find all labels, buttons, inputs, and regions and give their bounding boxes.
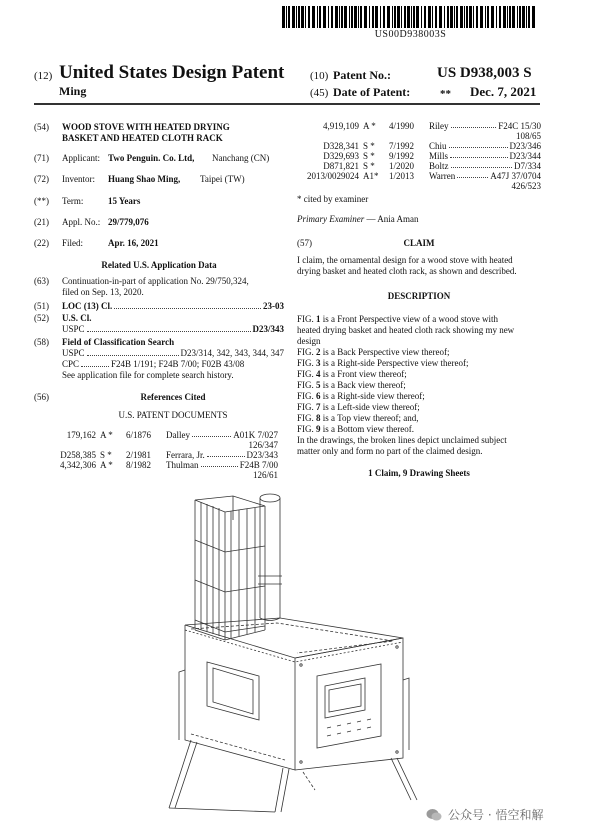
claim-text (297, 255, 541, 277)
right-references-list (297, 121, 541, 191)
leader-dots (192, 430, 231, 437)
field-code: (22) (34, 238, 49, 248)
loc-value: 23-03 (263, 301, 284, 311)
watermark-text: 公众号 · 悟空和解 (448, 808, 544, 822)
barcode-bar (480, 6, 483, 28)
appl-no-value: 29/779,076 (108, 217, 149, 227)
examiner-name: — Ania Aman (366, 214, 419, 224)
barcode-bar (450, 6, 453, 28)
reference-row (297, 151, 541, 161)
reference-kind: A1* (363, 171, 379, 181)
field-code: (52) (34, 313, 49, 323)
barcode-bar (344, 6, 347, 28)
barcode-bar (383, 6, 385, 28)
stove-drawing (155, 490, 425, 815)
reference-name: Dalley (166, 430, 190, 440)
barcode-bar (496, 6, 497, 28)
reference-name-cell (166, 450, 247, 460)
title-line-1: WOOD STOVE WITH HEATED DRYING (62, 122, 230, 132)
barcode-bar (369, 6, 370, 28)
document-title: United States Design Patent (59, 62, 285, 83)
field-code: (58) (34, 337, 49, 347)
barcode-bar (507, 6, 508, 28)
barcode-bar (312, 6, 315, 28)
barcode-bar (428, 6, 431, 28)
reference-row-continuation (34, 470, 278, 480)
leader-dots (450, 151, 507, 158)
field-code: (54) (34, 122, 49, 132)
reference-kind: A * (100, 460, 113, 470)
reference-class: F24B 7/00 (239, 460, 278, 470)
patent-number: US D938,003 S (437, 65, 532, 81)
barcode-bar (407, 6, 410, 28)
figure-number: 2 (316, 347, 321, 357)
reference-class-secondary: 126/61 (252, 470, 278, 480)
barcode-bar (298, 6, 300, 28)
barcode-bar (503, 6, 506, 28)
reference-number: 4,919,109 (323, 121, 359, 131)
patent-no-label: Patent No.: (333, 68, 391, 82)
loc-label: LOC (13) Cl. (62, 301, 113, 311)
barcode-bar (499, 6, 501, 28)
inventor-name: Huang Shao Ming, (108, 174, 181, 184)
barcode-bar (392, 6, 393, 28)
reference-name-cell (429, 141, 510, 151)
barcode-bar (339, 6, 340, 28)
reference-class: A01K 7/027 (233, 430, 278, 440)
barcode-bar (387, 6, 390, 28)
barcode-bar (317, 6, 318, 28)
barcode-bar (394, 6, 396, 28)
figure-number: 4 (316, 369, 321, 379)
reference-number: D258,385 (60, 450, 96, 460)
code-10: (10) (310, 70, 329, 82)
figure-number: 8 (316, 413, 321, 423)
figure-number: 9 (316, 424, 321, 434)
field-code: (63) (34, 276, 49, 286)
reference-name-cell (166, 430, 233, 440)
reference-name-cell (429, 121, 498, 131)
reference-number: 2013/0029024 (306, 171, 359, 181)
barcode-bar (464, 6, 465, 28)
leader-dots (451, 161, 513, 168)
barcode-bar (447, 6, 449, 28)
date-stars: ** (440, 88, 451, 100)
barcode-bar (296, 6, 297, 28)
leader-dots (81, 366, 109, 367)
figure-number: 5 (316, 380, 321, 390)
leader-dots (449, 141, 508, 148)
reference-name: Riley (429, 121, 449, 131)
date-of-patent: Dec. 7, 2021 (470, 84, 537, 99)
term-value: 15 Years (108, 196, 141, 206)
barcode-bar (413, 6, 415, 28)
barcode-bar (354, 6, 357, 28)
barcode-bar (509, 6, 511, 28)
claim-heading: CLAIM (403, 238, 435, 248)
reference-class: D7/334 (514, 161, 541, 171)
barcode-bar (444, 6, 445, 28)
barcode-bar (375, 6, 378, 28)
description-line: FIG. 4 is a Front view thereof; (297, 369, 407, 379)
field-code: (**) (34, 196, 49, 206)
reference-date: 7/1992 (389, 141, 415, 151)
reference-kind: S * (100, 450, 112, 460)
reference-date: 6/1876 (126, 430, 152, 440)
barcode-bar (372, 6, 374, 28)
appl-no-label: Appl. No.: (62, 217, 101, 227)
reference-number: 4,342,306 (60, 460, 96, 470)
inventor-short-name: Ming (59, 84, 87, 98)
left-references-list (34, 430, 278, 480)
reference-name-cell (429, 161, 514, 171)
field-57 (297, 238, 541, 249)
reference-date: 9/1992 (389, 151, 415, 161)
description-line: FIG. 3 is a Right-side Perspective view thereof; (297, 358, 469, 368)
field-71 (34, 153, 284, 164)
barcode-bar (491, 6, 494, 28)
description-line: FIG. 6 is a Right-side view thereof; (297, 391, 425, 401)
reference-date: 2/1981 (126, 450, 152, 460)
reference-kind: A * (363, 121, 376, 131)
reference-class: F24C 15/30 (498, 121, 541, 131)
figure-number: 1 (316, 314, 321, 324)
description-line: heated drying basket and heated cloth rack showing my new (297, 325, 515, 335)
barcode-bar (469, 6, 472, 28)
reference-number: 179,162 (66, 430, 96, 440)
description-line: FIG. 7 is a Left-side view thereof; (297, 402, 420, 412)
us-patent-documents-heading: U.S. PATENT DOCUMENTS (118, 410, 228, 420)
leader-dots (114, 308, 261, 309)
barcode-bar (460, 6, 463, 28)
barcode-bar (517, 6, 518, 28)
leader-dots (451, 121, 497, 128)
barcode-bar (397, 6, 400, 28)
search-cpc-value: F24B 1/191; F24B 7/00; F02B 43/08 (111, 359, 245, 369)
code-45: (45) (310, 87, 329, 99)
figure-number: 3 (316, 358, 321, 368)
claims-and-sheets: 1 Claim, 9 Drawing Sheets (368, 468, 470, 478)
reference-row-continuation (34, 440, 278, 450)
stove-legs (169, 740, 417, 812)
continuation-line-1: Continuation-in-part of application No. 29/750,324, (62, 276, 249, 286)
reference-date: 1/2013 (389, 171, 415, 181)
reference-row (34, 430, 278, 440)
barcode-bar (439, 6, 442, 28)
barcode-bar (401, 6, 402, 28)
barcode-bar (404, 6, 406, 28)
drying-basket (195, 496, 265, 640)
description-line: FIG. 1 is a Front Perspective view of a wood stove with (297, 314, 498, 324)
examiner-label: Primary Examiner (297, 214, 365, 224)
claim-line-1: I claim, the ornamental design for a wood stove with heated (297, 255, 513, 265)
field-22 (34, 238, 284, 249)
barcode-bar (323, 6, 326, 28)
uspc-value: D23/343 (252, 324, 284, 334)
description-line: design (297, 336, 321, 346)
barcode-bar (416, 6, 419, 28)
inventor-label: Inventor: (62, 174, 95, 184)
description-line: FIG. 5 is a Back view thereof; (297, 380, 406, 390)
reference-number: D871,821 (323, 161, 359, 171)
field-21 (34, 217, 284, 228)
reference-number: D328,341 (323, 141, 359, 151)
reference-row-continuation (297, 181, 541, 191)
reference-date: 1/2020 (389, 161, 415, 171)
reference-row (297, 141, 541, 151)
field-58 (34, 337, 284, 380)
cited-by-examiner: * cited by examiner (297, 194, 369, 204)
field-52 (34, 313, 284, 334)
field-term (34, 196, 284, 207)
stove-body (179, 618, 409, 770)
search-cpc-label: CPC (62, 359, 80, 369)
field-63 (34, 276, 284, 297)
references-heading: References Cited (140, 392, 206, 402)
barcode-bar (308, 6, 310, 28)
barcode-bar (473, 6, 474, 28)
barcode-bar (380, 6, 381, 28)
reference-name-cell (429, 151, 510, 161)
barcode-bar (421, 6, 422, 28)
reference-class-secondary: 108/65 (515, 131, 541, 141)
reference-kind: S * (363, 151, 375, 161)
reference-name: Ferrara, Jr. (166, 450, 205, 460)
barcode-bar (335, 6, 338, 28)
field-of-search-label: Field of Classification Search (62, 337, 175, 347)
barcode-bar (487, 6, 489, 28)
barcode-number: US00D938003S (374, 29, 447, 40)
description-line: FIG. 8 is a Top view thereof; and, (297, 413, 419, 423)
barcode-bar (466, 6, 468, 28)
title-line-2: BASKET AND HEATED CLOTH RACK (62, 133, 223, 143)
barcode-bar (286, 6, 287, 28)
search-history-note: See application file for complete search history. (62, 370, 234, 380)
field-code: (51) (34, 301, 49, 311)
search-uspc-value: D23/314, 342, 343, 344, 347 (180, 348, 284, 358)
reference-name: Thulman (166, 460, 199, 470)
figure-number: 7 (316, 402, 321, 412)
reference-name-cell (429, 171, 490, 181)
barcode-bar (454, 6, 455, 28)
barcode-bar (351, 6, 353, 28)
barcode-bar (301, 6, 304, 28)
reference-date: 4/1990 (389, 121, 415, 131)
field-56 (34, 392, 284, 403)
watermark (426, 806, 543, 823)
field-code: (71) (34, 153, 49, 163)
barcode (282, 6, 539, 28)
leader-dots (87, 355, 179, 356)
barcode-bar (288, 6, 290, 28)
applicant-label: Applicant: (62, 153, 100, 163)
applicant-name: Two Penguin. Co. Ltd, (108, 153, 195, 163)
chimney (258, 494, 282, 621)
inventor-place: Taipei (TW) (200, 174, 245, 184)
reference-name: Boltz (429, 161, 449, 171)
reference-class-secondary: 126/347 (248, 440, 278, 450)
barcode-bar (528, 6, 530, 28)
barcode-bar (319, 6, 321, 28)
reference-name: Mills (429, 151, 449, 161)
barcode-bar (435, 6, 437, 28)
primary-examiner (297, 214, 541, 225)
us-cl-label: U.S. Cl. (62, 313, 92, 323)
field-code: (21) (34, 217, 49, 227)
reference-row-continuation (297, 131, 541, 141)
reference-class-secondary: 426/523 (511, 181, 541, 191)
barcode-bar (519, 6, 521, 28)
uspc-label: USPC (62, 324, 85, 334)
reference-number: D329,693 (323, 151, 359, 161)
description-line: FIG. 9 is a Bottom view thereof. (297, 424, 414, 434)
leader-dots (201, 460, 238, 467)
barcode-bar (360, 6, 362, 28)
leader-dots (207, 450, 245, 457)
barcode-bar (522, 6, 525, 28)
filed-value: Apr. 16, 2021 (108, 238, 159, 248)
barcode-bar (476, 6, 478, 28)
claim-line-2: drying basket and heated cloth rack, as shown and described. (297, 266, 517, 276)
reference-row (34, 460, 278, 470)
description-line: FIG. 2 is a Back Perspective view thereof; (297, 347, 450, 357)
reference-date: 8/1982 (126, 460, 152, 470)
barcode-bar (364, 6, 367, 28)
reference-row (297, 121, 541, 131)
reference-class: D23/346 (509, 141, 541, 151)
reference-kind: S * (363, 141, 375, 151)
description-line: matter only and form no part of the claimed design. (297, 446, 483, 456)
related-heading: Related U.S. Application Data (101, 260, 217, 270)
term-label: Term: (62, 196, 84, 206)
barcode-bar (485, 6, 486, 28)
reference-kind: S * (363, 161, 375, 171)
description-line: In the drawings, the broken lines depict unclaimed subject (297, 435, 507, 445)
reference-name-cell (166, 460, 240, 470)
reference-class: D23/344 (509, 151, 541, 161)
barcode-bar (328, 6, 329, 28)
barcode-bar (331, 6, 333, 28)
barcode-bar (341, 6, 343, 28)
field-54 (34, 122, 284, 144)
field-code: (56) (34, 392, 49, 402)
barcode-bar (526, 6, 527, 28)
barcode-bar (456, 6, 458, 28)
filed-label: Filed: (62, 238, 84, 248)
barcode-bar (424, 6, 426, 28)
description-text (297, 314, 541, 457)
reference-class: A47J 37/0704 (490, 171, 541, 181)
barcode-bar (305, 6, 306, 28)
search-uspc-label: USPC (62, 348, 85, 358)
applicant-place: Nanchang (CN) (212, 153, 270, 163)
barcode-bar (432, 6, 433, 28)
reference-name: Warren (429, 171, 456, 181)
barcode-bar (358, 6, 359, 28)
leader-dots (457, 171, 488, 178)
barcode-bar (512, 6, 515, 28)
left-column (34, 122, 284, 144)
date-of-patent-label: Date of Patent: (333, 85, 411, 99)
reference-name: Chiu (429, 141, 447, 151)
field-code: (57) (297, 238, 312, 248)
description-heading: DESCRIPTION (387, 291, 451, 301)
wechat-icon (426, 808, 442, 822)
reference-class: D23/343 (246, 450, 278, 460)
field-51 (34, 301, 284, 312)
barcode-bar (532, 6, 535, 28)
continuation-line-2: filed on Sep. 13, 2020. (62, 287, 144, 297)
reference-row (297, 161, 541, 171)
reference-row (297, 171, 541, 181)
barcode-bar (292, 6, 295, 28)
header-rule (34, 103, 540, 105)
reference-row (34, 450, 278, 460)
leader-dots (87, 331, 251, 332)
barcode-bar (349, 6, 350, 28)
barcode-bar (411, 6, 412, 28)
reference-kind: A * (100, 430, 113, 440)
figure-number: 6 (316, 391, 321, 401)
field-code: (72) (34, 174, 49, 184)
barcode-bar (282, 6, 285, 28)
code-12: (12) (34, 70, 53, 82)
field-72 (34, 174, 284, 185)
